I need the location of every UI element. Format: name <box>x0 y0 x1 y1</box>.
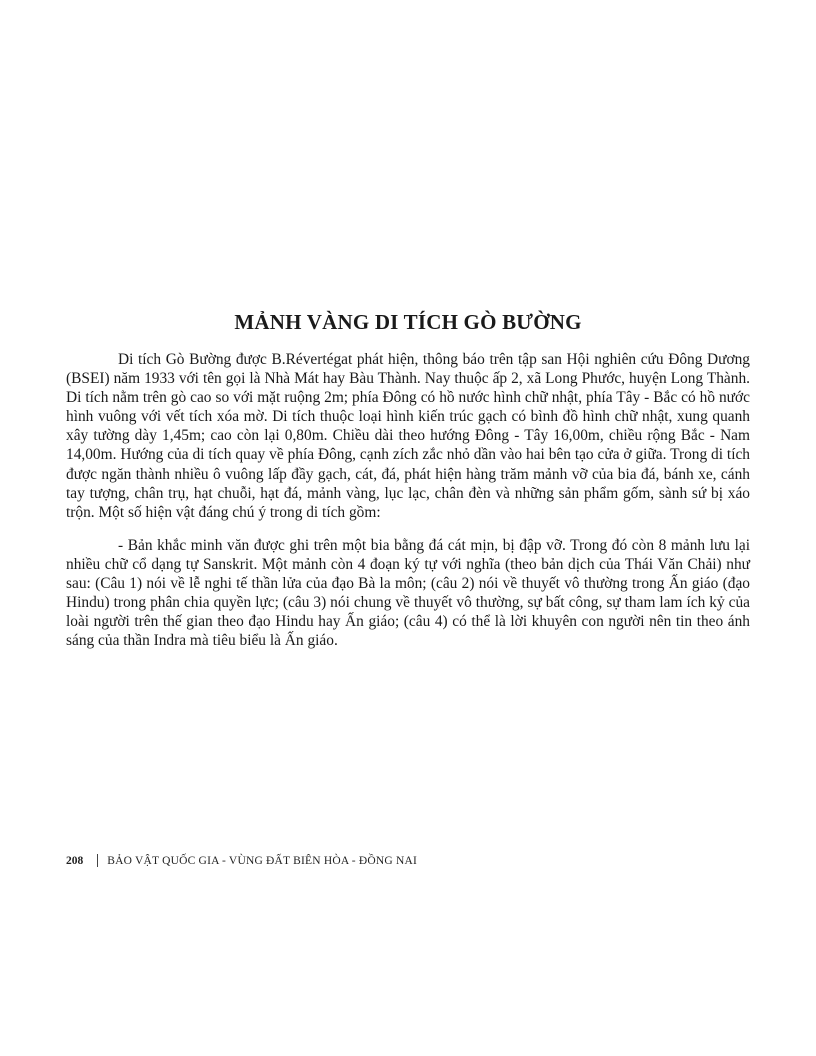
footer-book-title: BẢO VẬT QUỐC GIA - VÙNG ĐẤT BIÊN HÒA - ĐỒNG NAI <box>107 854 418 867</box>
page-number: 208 <box>66 854 84 867</box>
article-paragraph-1: Di tích Gò Bường được B.Révertégat phát hiện, thông báo trên tập san Hội nghiên cứu Đông Dương (BSEI) năm 1933 với tên gọi là Nhà Mát hay Bàu Thành. Nay thuộc ấp 2, xã Long Phước, huyện Long Thành. Di tích nằm trên gò cao so với mặt ruộng 2m; phía Đông có hồ nước hình chữ nhật, phía Tây - Bắc có hồ nước hình vuông với vết tích xóa mờ. Di tích thuộc loại hình kiến trúc gạch có bình đồ hình chữ nhật, xung quanh xây tường dày 1,45m; cao còn lại 0,80m. Chiều dài theo hướng Đông - Tây 16,00m, chiều rộng Bắc - Nam 14,00m. Hướng của di tích quay về phía Đông, cạnh zích zắc nhỏ dần vào hai bên tạo cửa ở giữa. Trong di tích được ngăn thành nhiều ô vuông lấp đầy gạch, cát, đá, phát hiện hàng trăm mảnh vỡ của bia đá, bánh xe, cánh tay tượng, chân trụ, hạt chuỗi, hạt đá, mảnh vàng, lục lạc, chân đèn và những sản phẩm gốm, sành sứ bị xáo trộn. Một số hiện vật đáng chú ý trong di tích gồm: <box>66 351 750 521</box>
article <box>66 310 750 664</box>
article-paragraph-2: - Bản khắc minh văn được ghi trên một bia bằng đá cát mịn, bị đập vỡ. Trong đó còn 8 mảnh lưu lại nhiều chữ cổ dạng tự Sanskrit. Một mảnh còn 4 đoạn ký tự với nghĩa (theo bản dịch của Thái Văn Chải) như sau: (Câu 1) nói về lễ nghi tế thần lửa của đạo Bà la môn; (câu 2) nói về thuyết vô thường trong Ấn giáo (đạo Hindu) trong phân chia quyền lực; (câu 3) nói chung về thuyết vô thường, sự bất công, sự tham lam ích kỷ của loài người trên thế gian theo đạo Hindu hay Ấn giáo; (câu 4) có thể là lời khuyên con người nên tin theo ánh sáng của thần Indra mà tiêu biểu là Ấn giáo. <box>66 536 750 650</box>
footer-divider <box>97 854 98 867</box>
page-footer <box>66 854 417 867</box>
article-title: MẢNH VÀNG DI TÍCH GÒ BƯỜNG <box>234 310 582 334</box>
